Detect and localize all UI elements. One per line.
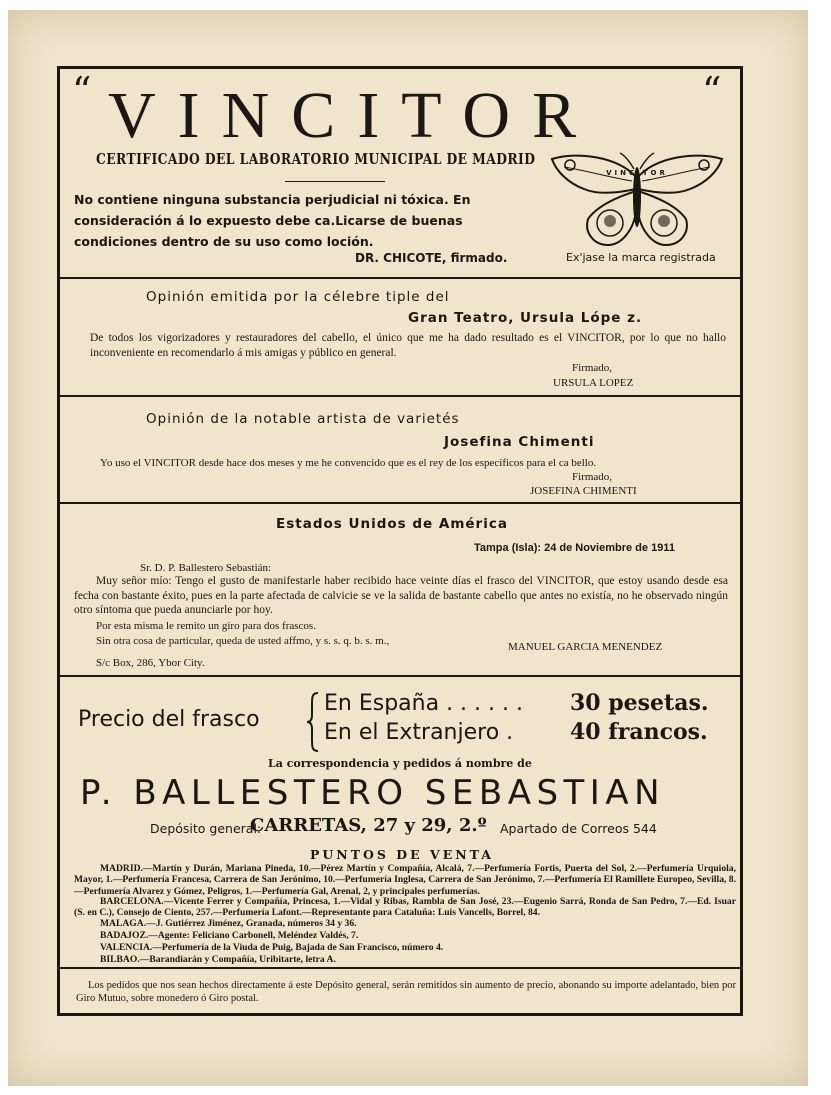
logo-text: VINCITOR bbox=[606, 169, 668, 177]
pricing-section bbox=[60, 677, 740, 969]
letter-body: Muy señor mío: Tengo el gusto de manifestarle haber recibido hace veinte días el frasco del VINCITOR, que estoy usando desde esa fecha con bastante éxito, pues en la parte afectada de calvicie se ve la salida de bastante cabello que antes no existía, no he observado ningún otro síntoma que pueda anunciarle por hoy. bbox=[74, 575, 728, 616]
sales-barcelona: BARCELONA.—Vicente Ferrer y Compañía, Princesa, 1.—Vidal y Ribas, Rambla de San José, 23.—Eugenio Sarrá, Ronda de San Pedro, 7.—Ed. Isuar (S. en C.), Consejo de Ciento, 257.—Perfumería Lafont.—Representante para Cataluña: Luis Vancells, Borrel, 84. bbox=[74, 896, 736, 919]
price-abroad-label: En el Extranjero . bbox=[324, 720, 514, 745]
testimonial-heading: Opinión de la notable artista de varietés bbox=[146, 411, 460, 427]
certificate-statement: No contiene ninguna substancia perjudicial ni tóxica. En consideración á lo expuesto debe ca.Licarse de buenas condiciones dentro de su uso como loción. bbox=[74, 192, 471, 249]
header-section bbox=[60, 69, 740, 279]
doctor-signature: DR. CHICOTE, firmado. bbox=[355, 251, 508, 265]
trademark-caption: Ex'jase la marca registrada bbox=[566, 251, 716, 264]
product-title: VINCITOR bbox=[108, 79, 599, 152]
testimonial-signed: Firmado, bbox=[572, 471, 613, 483]
sales-valencia: VALENCIA.—Perfumería de la Viuda de Puig, Bajada de San Francisco, número 4. bbox=[100, 942, 444, 953]
price-spain-label: En España . . . . . . bbox=[324, 691, 523, 716]
testimonial-signatory: URSULA LOPEZ bbox=[553, 377, 634, 389]
price-brace bbox=[306, 691, 320, 753]
testimonial-signed: Firmado, bbox=[572, 362, 613, 374]
testimonial-josefina-chimenti bbox=[60, 397, 740, 504]
butterfly-logo bbox=[548, 149, 726, 249]
letter-address: S/c Box, 286, Ybor City. bbox=[96, 657, 205, 669]
sales-badajoz: BADAJOZ.—Agente: Feliciano Carbonell, Meléndez Valdés, 7. bbox=[100, 930, 359, 941]
testimonial-heading: Opinión emitida por la célebre tiple del bbox=[146, 289, 450, 305]
sales-points-title: PUNTOS DE VENTA bbox=[310, 847, 494, 862]
testimonial-ursula-lopez bbox=[60, 279, 740, 397]
firm-name: P. BALLESTERO SEBASTIAN bbox=[80, 773, 666, 813]
price-label: Precio del frasco bbox=[78, 707, 260, 732]
deposit-address: CARRETAS, 27 y 29, 2.º bbox=[250, 815, 487, 836]
certificate-heading: CERTIFICADO DEL LABORATORIO MUNICIPAL DE MADRID bbox=[96, 151, 536, 168]
footer-note: Los pedidos que nos sean hechos directamente á este Depósito general, serán remitidos sin aumento de precio, abonando su importe adelantado, bien por Giro Mutuo, sobre monedero ó Giro postal. bbox=[76, 980, 736, 1004]
sales-madrid: MADRID.—Martín y Durán, Mariana Pineda, 10.—Pérez Martín y Compañía, Alcalá, 7.—Perfumería Fortis, Puerta del Sol, 2.—Perfumería Urquiola, Mayor, 1.—Perfumería Francesa, Carrera de San Jerónimo, 10.—Perfumería Inglesa, Carrera de San Jerónimo, 7.—Perfumería El Ramillete Europeo, Sevilla, 8.—Perfumería Alvarez y Gómez, Peligros, 1.—Perfumería Gal, Arenal, 2, y principales perfumerías. bbox=[74, 863, 736, 897]
testimonial-body: De todos los vigorizadores y restauradores del cabello, el único que me ha dado resultado es el VINCITOR, por lo que no hallo inconveniente en recomendarlo á mis amigas y público en general. bbox=[90, 332, 726, 359]
price-spain-value: 30 pesetas. bbox=[570, 690, 709, 716]
sales-malaga: MALAGA.—J. Gutiérrez Jiménez, Granada, números 34 y 36. bbox=[100, 918, 357, 929]
po-box: Apartado de Correos 544 bbox=[500, 821, 657, 836]
deposit-label: Depósito general: bbox=[150, 821, 262, 836]
letter-signatory: MANUEL GARCIA MENENDEZ bbox=[508, 641, 663, 653]
divider-rule bbox=[285, 181, 385, 182]
letter-line-order: Por esta misma le remito un giro para dos frascos. bbox=[96, 620, 316, 632]
sales-bilbao: BILBAO.—Barandiarán y Compañía, Uribitarte, letra A. bbox=[100, 954, 336, 965]
testimonial-body: Yo uso el VINCITOR desde hace dos meses y me he convencido que es el rey de los específicos para el ca bello. bbox=[100, 457, 597, 469]
advertisement-frame bbox=[57, 66, 743, 1016]
open-quote: “ bbox=[72, 69, 92, 113]
letter-line-closing: Sin otra cosa de particular, queda de usted affmo, y s. s. q. b. s. m., bbox=[96, 635, 390, 647]
letter-salutation: Sr. D. P. Ballestero Sebastián: bbox=[140, 562, 272, 574]
close-quote: “ bbox=[702, 69, 722, 113]
testimonial-heading: Estados Unidos de América bbox=[276, 516, 508, 532]
testimonial-signatory: JOSEFINA CHIMENTI bbox=[530, 485, 637, 497]
price-abroad-value: 40 francos. bbox=[570, 719, 708, 745]
testimonial-manuel-garcia bbox=[60, 504, 740, 677]
testimonial-subheading: Josefina Chimenti bbox=[444, 434, 595, 450]
correspondence-note: La correspondencia y pedidos á nombre de bbox=[268, 757, 532, 770]
letter-date: Tampa (Isla): 24 de Noviembre de 1911 bbox=[474, 542, 675, 554]
testimonial-subheading: Gran Teatro, Ursula Lópe z. bbox=[408, 310, 643, 326]
